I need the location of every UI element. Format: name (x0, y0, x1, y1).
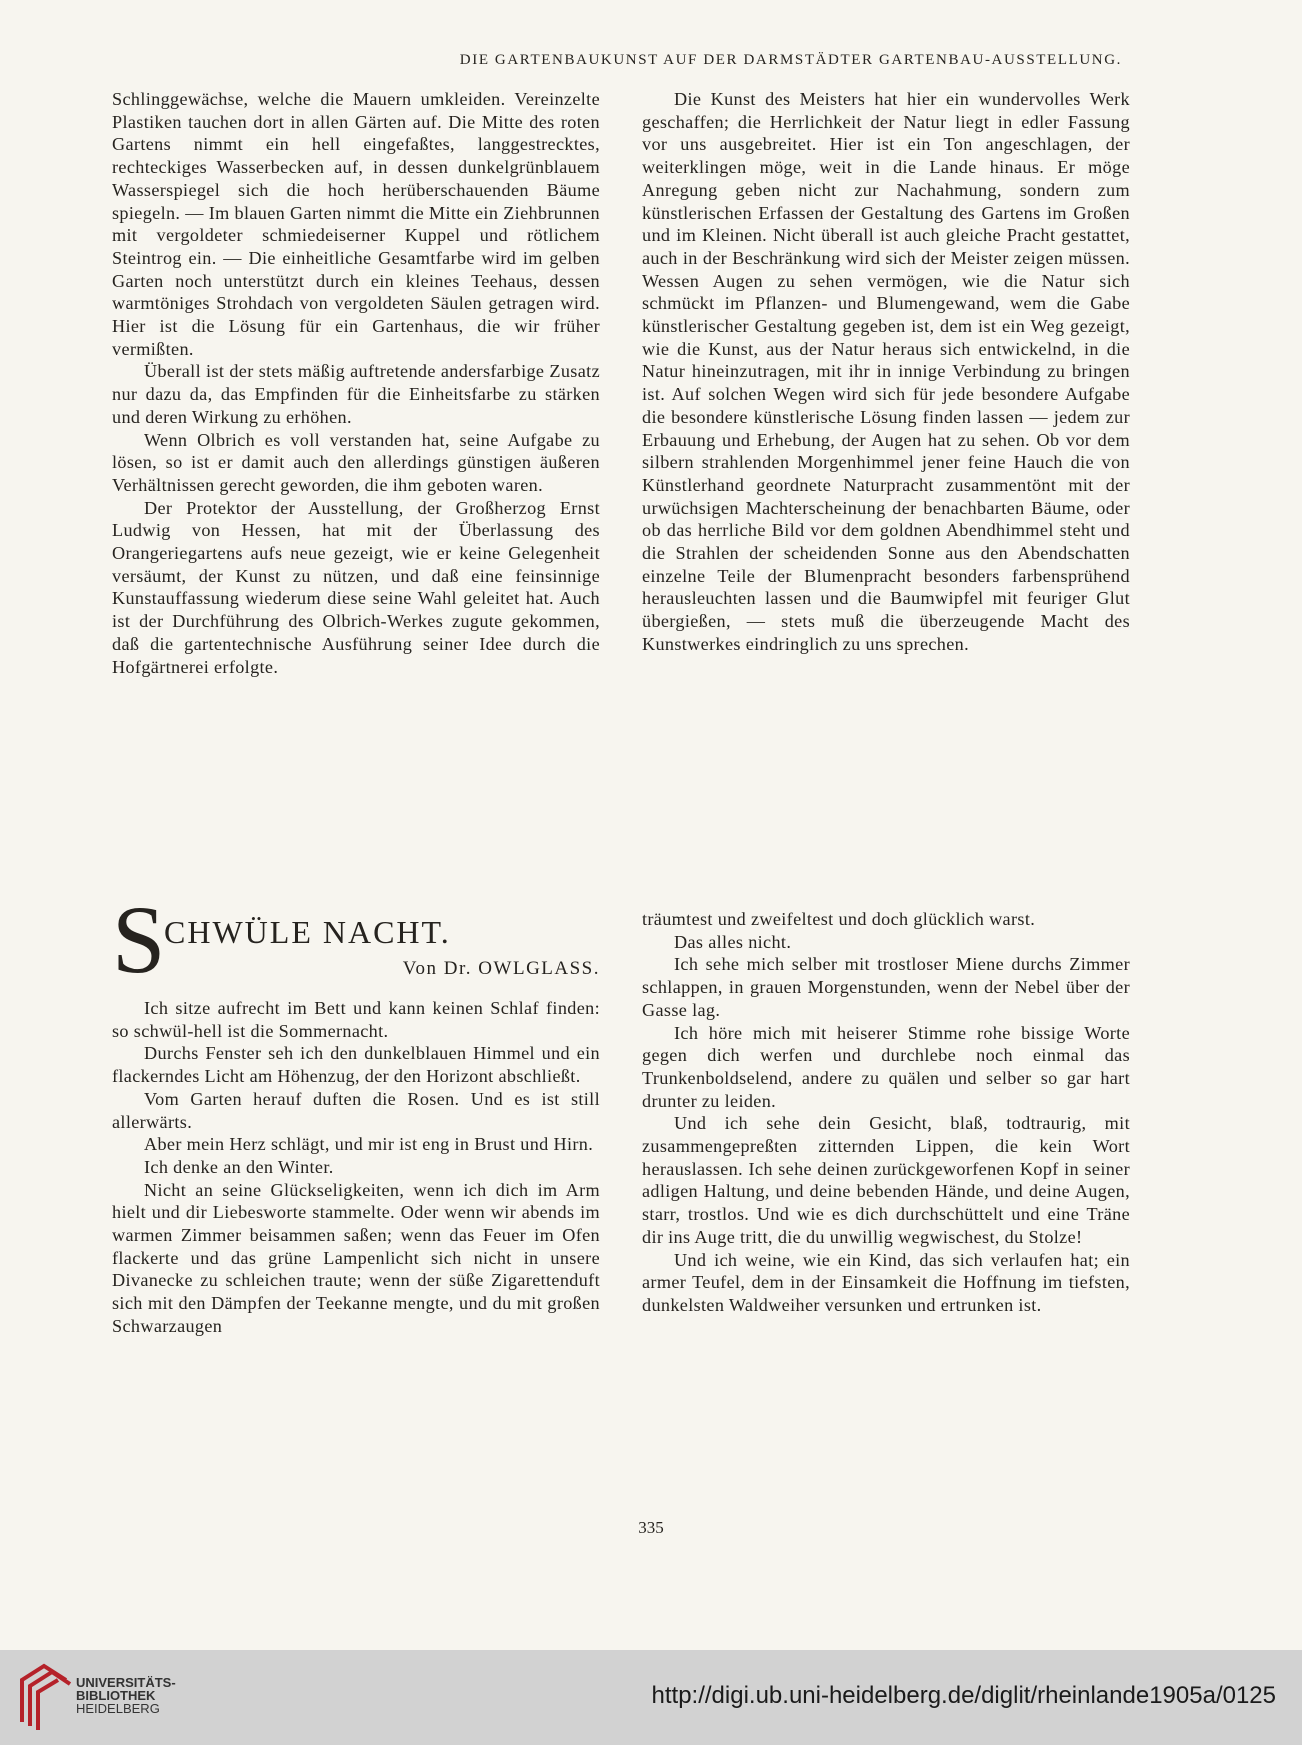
paragraph: Wenn Olbrich es voll verstanden hat, seine Aufgabe zu lösen, so ist er damit auch den allerdings günstigen äußeren Verhältnissen gerecht geworden, die ihm geboten waren. (112, 429, 600, 495)
title-drop-cap: S (112, 886, 166, 993)
page-number: 335 (638, 1518, 664, 1537)
paragraph: Ich sehe mich selber mit trostloser Miene durchs Zimmer schlappen, in grauen Morgenstunden, wenn der Nebel über der Gasse lag. (642, 954, 1130, 1020)
paragraph: Aber mein Herz schlägt, und mir ist eng in Brust und Hirn. (144, 1134, 594, 1155)
running-header: DIE GARTENBAUKUNST AUF DER DARMSTÄDTER GARTENBAU-AUSSTELLUNG. (459, 52, 1122, 68)
article1-right-column (642, 88, 1130, 656)
paragraph: Das alles nicht. (674, 931, 792, 952)
paragraph: Überall ist der stets mäßig auftretende andersfarbige Zusatz nur dazu da, das Empfinden für die Einheitsfarbe zu stärken und deren Wirkung zu erhöhen. (112, 361, 600, 427)
paragraph: Die Kunst des Meisters hat hier ein wundervolles Werk geschaffen; die Herrlichkeit der Natur liegt in edler Fassung vor uns ausgebreitet. Hier ist ein Ton angeschlagen, der weiterklingen möge, weit in die Lande hinaus. Er möge Anregung geben nicht zur Nachahmung, sondern zum künstlerischen Erfassen der Gestaltung des Gartens im Großen und im Kleinen. Nicht überall ist auch gleiche Pracht gestattet, auch in der Beschränkung wird sich der Meister zeigen müssen. Wessen Augen zu sehen vermögen, wie die Natur sich schmückt im Pflanzen- und Blumengewand, wem die Gabe künstlerischer Gestaltung gegeben ist, dem ist ein Weg gezeigt, wie die Kunst, aus der Natur heraus sich entwickelnd, in die Natur hineinzutragen, mit ihr in innige Verbindung zu bringen ist. Auf solchen Wegen wird sich für jede besondere Aufgabe die besondere künstlerische Lösung finden lassen — jedem zur Erbauung und Erhebung, der Augen hat zu sehen. Ob vor dem silbern strahlenden Morgenhimmel jener feine Hauch die von Künstlerhand geordnete Naturpracht zusammentönt mit der urwüchsigen Machterscheinung der benachbarten Bäume, oder ob das herrliche Bild vor dem goldnen Abendhimmel steht und die Strahlen der scheidenden Sonne aus den Abendschatten einzelne Teile der Blumenpracht besonders farbensprühend herausleuchten lassen und die Baumwipfel mit feuriger Glut übergießen, — stets muß die überzeugende Macht des Kunstwerkes eindringlich zu uns sprechen. (642, 89, 1130, 654)
paragraph: Nicht an seine Glückseligkeiten, wenn ich dich im Arm hielt und dir Liebesworte stammelte. Oder wenn wir abends im warmen Zimmer beisammen saßen; wenn das Feuer im Ofen flackerte und das grüne Lampenlicht sich nicht in unsere Divanecke zu schleichen traute; wenn der süße Zigarettenduft sich mit den Dämpfen der Teekanne mengte, und du mit großen Schwarzaugen (112, 1179, 600, 1336)
paragraph: Und ich sehe dein Gesicht, blaß, todtraurig, mit zusammengepreßten zitternden Lippen, die kein Wort herauslassen. Ich sehe deinen zurückgeworfenen Kopf in seiner adligen Haltung, und deine bebenden Hände, und deine Augen, starr, trostlos. Und wie es dich durchschüttelt und eine Träne dir ins Auge tritt, die du unwillig wegwischest, du Stolze! (642, 1113, 1130, 1247)
paragraph: Der Protektor der Ausstellung, der Großherzog Ernst Ludwig von Hessen, hat mit der Überlassung des Orangeriegartens aufs neue gezeigt, wie er keine Gelegenheit versäumt, der Kunst zu nützen, und daß eine feinsinnige Kunstauffassung wiederum diese seine Wahl geleitet hat. Auch ist der Durchführung des Olbrich-Werkes zugute gekommen, daß die gartentechnische Ausführung seiner Idee durch die Hofgärtnerei erfolgte. (112, 497, 600, 677)
author-byline: Von Dr. OWLGLASS. (402, 958, 600, 979)
paragraph: Durchs Fenster seh ich den dunkelblauen Himmel und ein flackerndes Licht am Höhenzug, der den Horizont abschließt. (112, 1043, 600, 1087)
article-title: CHWÜLE NACHT. (164, 914, 451, 950)
paragraph: träumtest und zweifeltest und doch glücklich warst. (642, 909, 1036, 929)
paragraph: Vom Garten herauf duften die Rosen. Und es ist still allerwärts. (112, 1088, 600, 1132)
article2-right-column (642, 908, 1130, 1317)
paragraph: Schlinggewächse, welche die Mauern umkleiden. Vereinzelte Plastiken tauchen dort in allen Gärten auf. Die Mitte des roten Gartens nimmt ein hell eingefaßtes, langgestrecktes, rechteckiges Wasserbecken auf, in dessen dunkelgrünblauem Wasserspiegel sich die hoch herüberschauenden Bäume spiegeln. — Im blauen Garten nimmt die Mitte ein Ziehbrunnen mit vergoldeter schmiedeiserner Kuppel und rötlichem Steintrog ein. — Die einheitliche Gesamtfarbe wird im gelben Garten noch unterstützt durch ein kleines Teehaus, dessen warmtöniges Strohdach von vergoldeten Säulen getragen wird. Hier ist die Lösung für ein Gartenhaus, die wir früher vermißten. (112, 89, 600, 359)
paragraph: Ich sitze aufrecht im Bett und kann keinen Schlaf finden: so schwül-hell ist die Sommernacht. (112, 998, 600, 1041)
library-name: UNIVERSITÄTS- BIBLIOTHEK HEIDELBERG (76, 1675, 176, 1716)
library-logo-icon (14, 1660, 74, 1732)
paragraph: Und ich weine, wie ein Kind, das sich verlaufen hat; ein armer Teufel, dem in der Einsamkeit die Hoffnung im tiefsten, dunkelsten Waldweiher versunken und ertrunken ist. (642, 1249, 1130, 1315)
paragraph: Ich höre mich mit heiserer Stimme rohe bissige Worte gegen dich werfen und durchlebe noch einmal das Trunkenboldselend, andere zu quälen und selber so gar hart drunter zu leiden. (642, 1022, 1130, 1111)
article2-left-column (112, 997, 600, 1338)
digitization-footer (0, 1650, 1302, 1745)
article1-left-column (112, 88, 600, 678)
article-title-block (112, 886, 600, 993)
paragraph: Ich denke an den Winter. (144, 1156, 334, 1177)
source-url-link[interactable]: http://digi.ub.uni-heidelberg.de/diglit/rheinlande1905a/0125 (651, 1682, 1276, 1709)
